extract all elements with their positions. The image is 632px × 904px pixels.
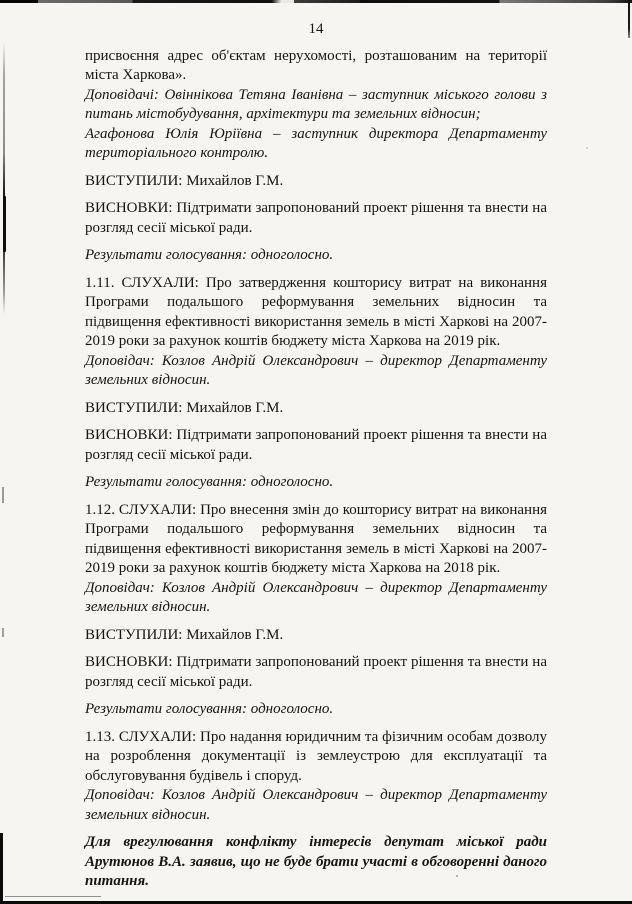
scan-artifact-top-edge bbox=[0, 0, 632, 3]
paragraph: Результати голосування: одноголосно. bbox=[85, 474, 334, 490]
scan-artifact-right-edge bbox=[628, 0, 630, 38]
paragraph-list bbox=[85, 47, 547, 892]
document-body bbox=[85, 20, 547, 892]
scan-artifact-left-line-dark bbox=[3, 196, 6, 252]
paragraph: ВИСНОВКИ: Підтримати запропонований проект рішення та внести на розгляд сесії міської ради. bbox=[85, 427, 547, 463]
paragraph: ВИСТУПИЛИ: Михайлов Г.М. bbox=[85, 626, 284, 643]
paragraph: Доповідач: Козлов Андрій Олександрович – директор Департаменту земельних відносин. bbox=[85, 787, 547, 823]
paragraph: 1.11. СЛУХАЛИ: Про затвердження кошторису витрат на виконання Програми подальшого реформування земельних відносин та підвищення ефективності використання земель в місті Харкові на 2007-2019 роки за рахунок коштів бюджету міста Харкова на 2019 рік. bbox=[85, 274, 547, 349]
scan-artifact-bottom-faint-line bbox=[5, 896, 101, 897]
paragraph: Агафонова Юлія Юріївна – заступник директора Департаменту територіального контролю. bbox=[85, 125, 547, 161]
paragraph: ВИСТУПИЛИ: Михайлов Г.М. bbox=[85, 399, 284, 416]
paragraph: ВИСНОВКИ: Підтримати запропонований проект рішення та внести на розгляд сесії міської ради. bbox=[85, 200, 547, 236]
paragraph: Результати голосування: одноголосно. bbox=[85, 247, 334, 263]
paragraph: 1.12. СЛУХАЛИ: Про внесення змін до кошторису витрат на виконання Програми подальшого реформування земельних відносин та підвищення ефективності використання земель в місті Харкові на 2007-2019 роки за рахунок коштів бюджету міста Харкова на 2018 рік. bbox=[85, 501, 547, 576]
scan-artifact-left-line bbox=[3, 42, 5, 314]
scan-artifact-left-dash bbox=[2, 628, 4, 637]
paragraph: ВИСТУПИЛИ: Михайлов Г.М. bbox=[85, 172, 284, 189]
scan-artifact-left-dash bbox=[2, 487, 4, 503]
paragraph: Доповідач: Козлов Андрій Олександрович – директор Департаменту земельних відносин. bbox=[85, 579, 547, 615]
paragraph: Для врегулювання конфлікту інтересів депутат міської ради Арутюнов В.А. заявив, що не буде брати участі в обговоренні даного питання. bbox=[85, 834, 547, 889]
scan-artifact-bottom-left-line bbox=[0, 833, 3, 904]
paragraph: Доповідач: Козлов Андрій Олександрович – директор Департаменту земельних відносин. bbox=[85, 352, 547, 388]
paragraph: ВИСНОВКИ: Підтримати запропонований проект рішення та внести на розгляд сесії міської ради. bbox=[85, 654, 547, 690]
page-number: 14 bbox=[308, 21, 324, 37]
paragraph: Доповідачі: Овіннікова Тетяна Іванівна – заступник міського голови з питань містобудування, архітектури та земельних відносин; bbox=[85, 86, 547, 122]
scan-speck bbox=[586, 147, 588, 149]
paragraph: Результати голосування: одноголосно. bbox=[85, 701, 334, 717]
paragraph: 1.13. СЛУХАЛИ: Про надання юридичним та фізичним особам дозволу на розроблення документації із землеустрою для експлуатації та обслуговування будівель і споруд. bbox=[85, 728, 547, 784]
paragraph: присвоєння адрес об'єктам нерухомості, розташованим на території міста Харкова». bbox=[85, 47, 547, 83]
